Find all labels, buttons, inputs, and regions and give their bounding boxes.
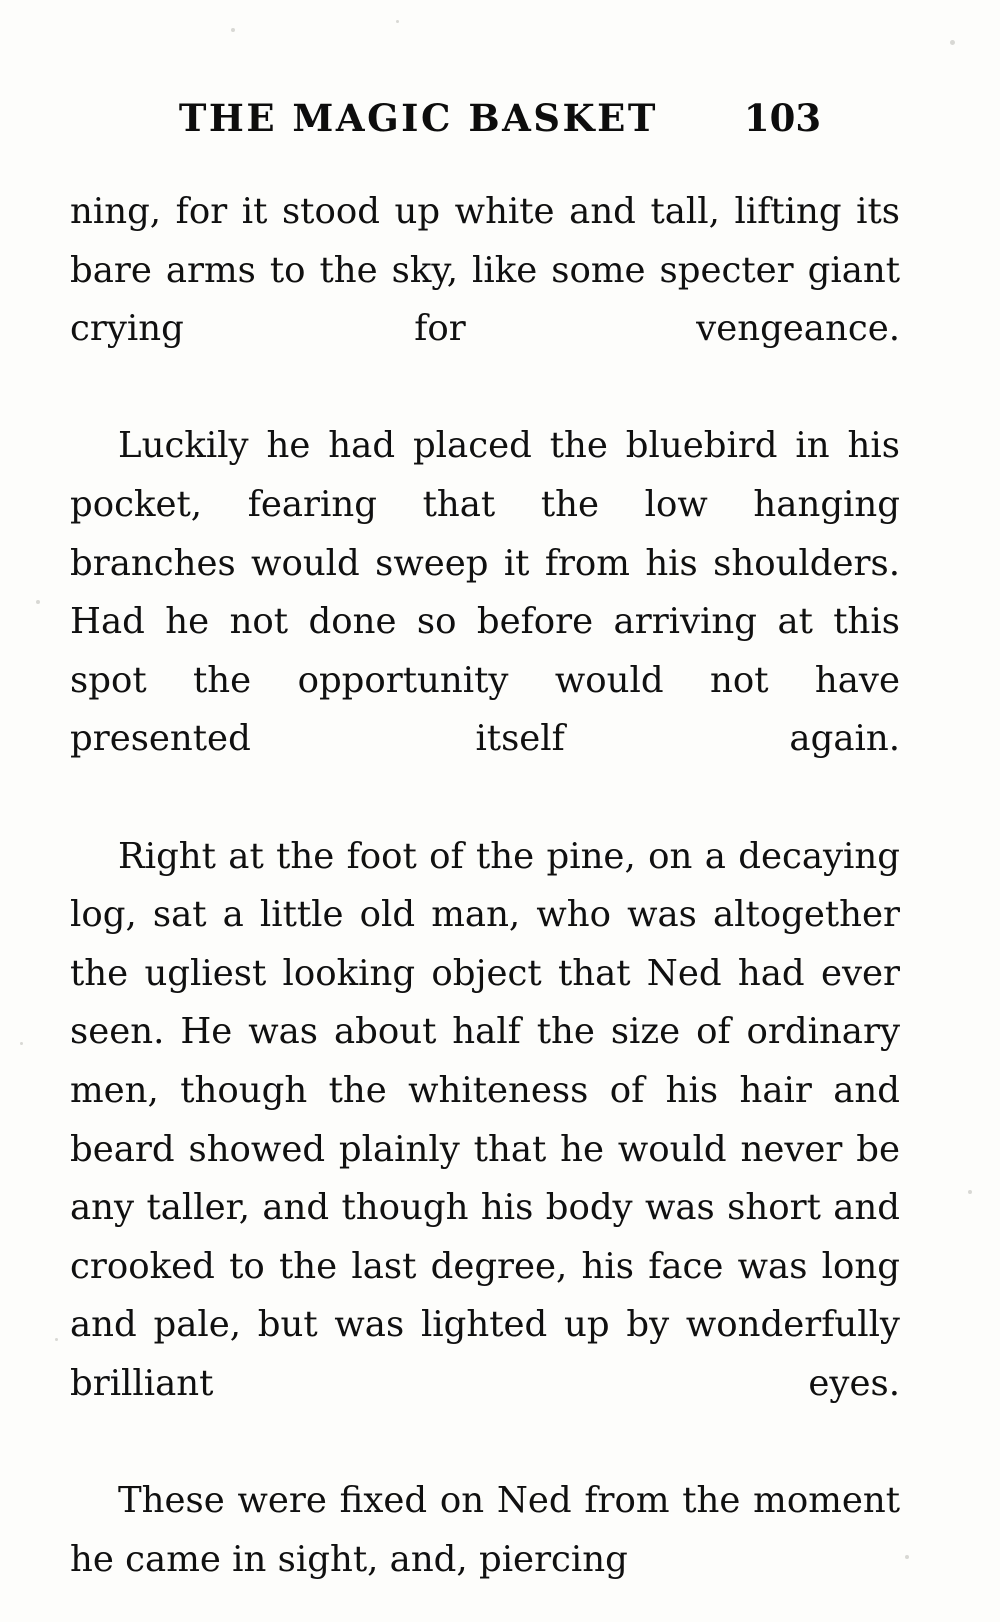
page-speckle	[20, 1042, 23, 1045]
running-head-title: THE MAGIC BASKET	[178, 96, 658, 140]
paragraph: These were fixed on Ned from the moment he came in sight, and, piercing	[70, 1480, 900, 1580]
page-speckle	[396, 20, 399, 23]
page-speckle	[905, 1555, 909, 1559]
page-speckle	[950, 40, 955, 45]
page-body	[70, 183, 900, 1589]
paragraph: Right at the foot of the pine, on a decaying log, sat a little old man, who was altogether the ugliest looking object that Ned had ever seen. He was about half the size of ordinary men, though the whiteness of his hair and beard showed plainly that he would never be any taller, and though his body was short and crooked to the last degree, his face was long and pale, but was lighted up by wonderfully brilliant eyes.	[70, 835, 900, 1404]
page-speckle	[231, 28, 235, 32]
page-number: 103	[743, 96, 822, 140]
paragraph: ning, for it stood up white and tall, lifting its bare arms to the sky, like some specter giant crying for vengeance.	[70, 191, 900, 350]
page-speckle	[55, 1338, 58, 1341]
paragraph: Luckily he had placed the bluebird in his pocket, fearing that the low hanging branches would sweep it from his shoulders. Had he not done so before arriving at this spot the opportunity would not have presented itself again.	[70, 425, 900, 760]
page-speckle	[968, 1190, 972, 1194]
page-speckle	[36, 600, 40, 604]
page-header	[0, 96, 1000, 140]
